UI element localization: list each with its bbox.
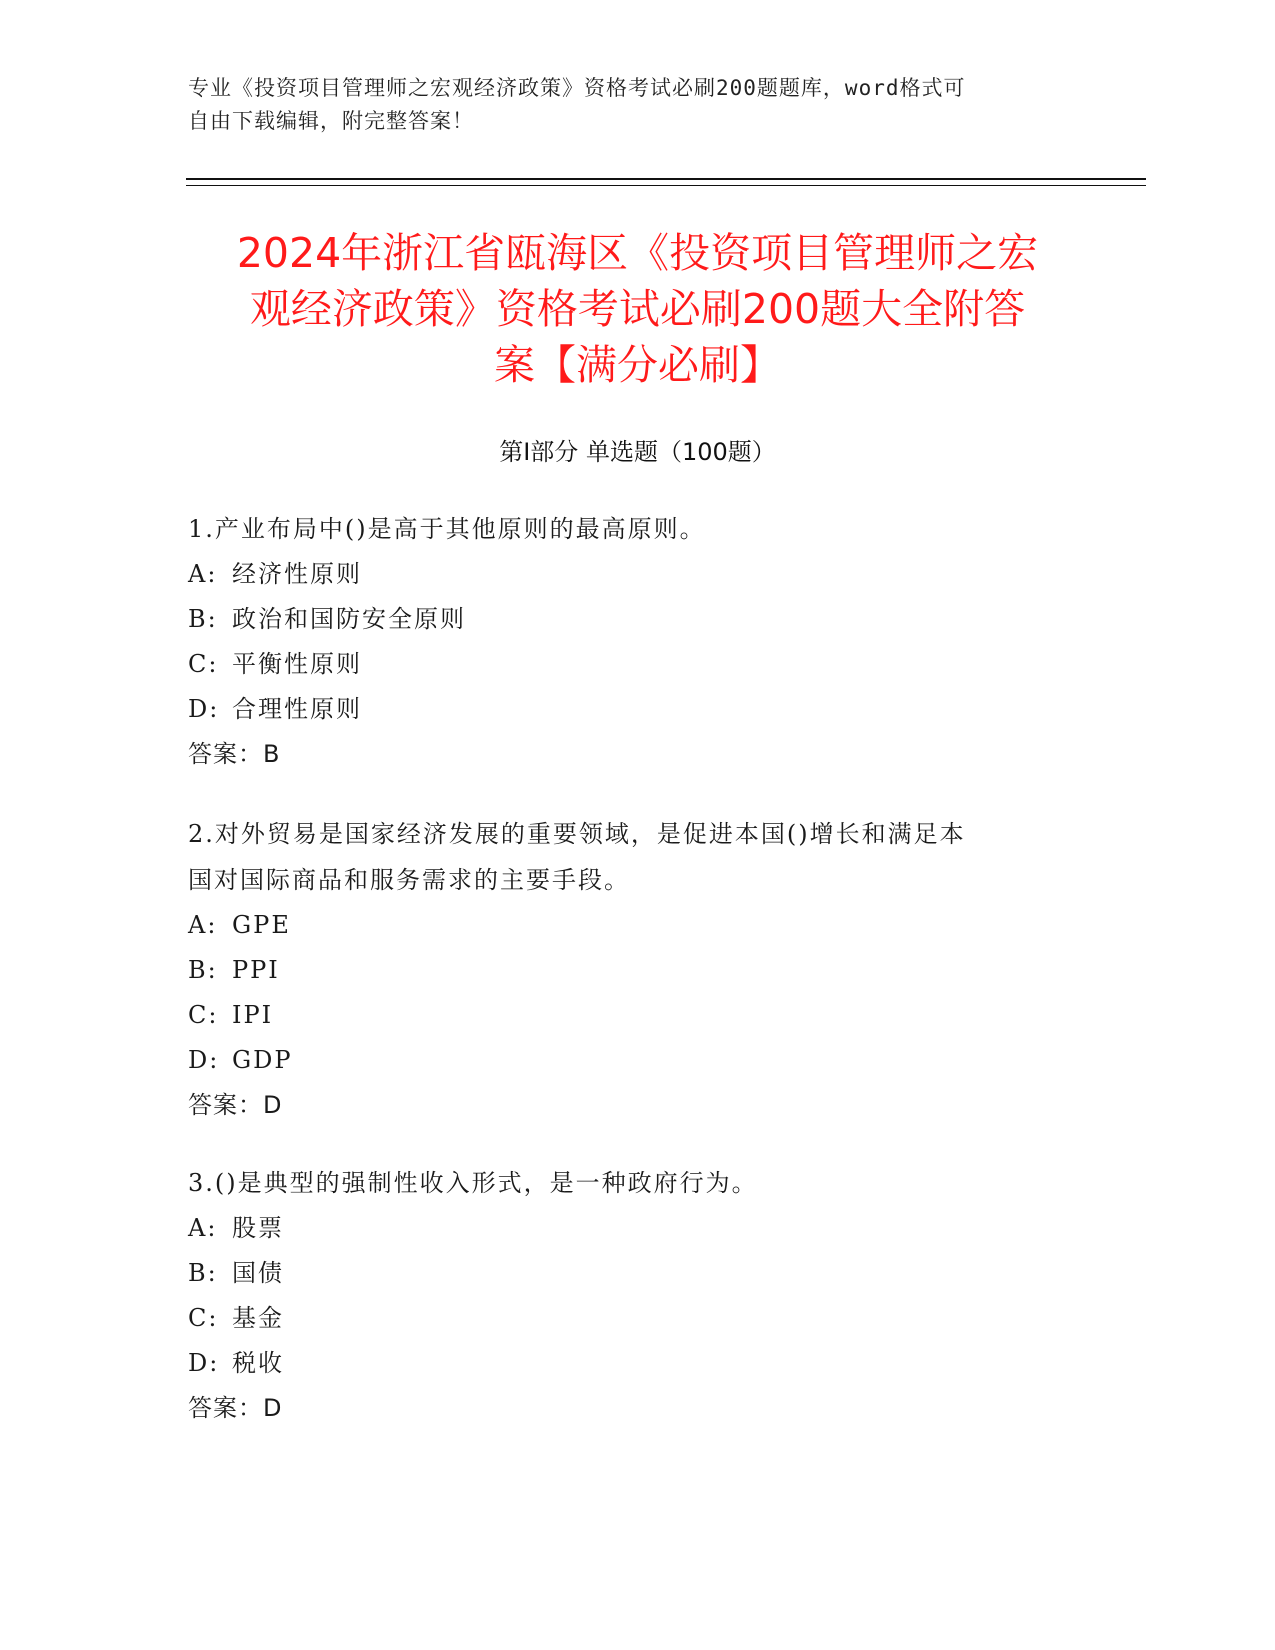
- question-1: [188, 506, 1068, 777]
- question-stem-line-1: 2.对外贸易是国家经济发展的重要领域，是促进本国()增长和满足本: [188, 820, 966, 848]
- option-letter: D:: [188, 1046, 220, 1074]
- document-title-line-3: 案【满分必刷】: [494, 341, 781, 389]
- document-title-line-2: 观经济政策》资格考试必刷200题大全附答: [249, 285, 1026, 333]
- option-text: 合理性原则: [232, 695, 362, 723]
- option-text: PPI: [232, 956, 280, 984]
- option-text: 经济性原则: [232, 560, 362, 588]
- option-b: [188, 597, 1068, 642]
- option-letter: D:: [188, 1349, 220, 1377]
- option-letter: C:: [188, 650, 219, 678]
- option-letter: D:: [188, 695, 220, 723]
- option-text: 平衡性原则: [232, 650, 362, 678]
- option-text: 基金: [232, 1304, 284, 1332]
- option-a: [188, 903, 1068, 948]
- header-rule-thick: [186, 178, 1146, 180]
- header-rule-thin: [186, 185, 1146, 186]
- option-b: [188, 948, 1068, 993]
- answer: 答案：D: [188, 1091, 283, 1119]
- option-letter: B:: [188, 605, 218, 633]
- question-3: [188, 1160, 1068, 1431]
- option-text: GPE: [232, 911, 291, 939]
- option-d: [188, 1341, 1068, 1386]
- option-letter: C:: [188, 1001, 219, 1029]
- question-stem: 3.()是典型的强制性收入形式，是一种政府行为。: [188, 1169, 758, 1197]
- option-letter: B:: [188, 1259, 218, 1287]
- option-d: [188, 687, 1068, 732]
- option-text: GDP: [232, 1046, 293, 1074]
- question-2: [188, 811, 1068, 1128]
- option-letter: A:: [188, 1214, 218, 1242]
- option-letter: C:: [188, 1304, 219, 1332]
- option-c: [188, 993, 1068, 1038]
- option-letter: A:: [188, 560, 218, 588]
- option-text: 政治和国防安全原则: [232, 605, 466, 633]
- answer: 答案：B: [188, 740, 281, 768]
- option-b: [188, 1251, 1068, 1296]
- option-letter: B:: [188, 956, 218, 984]
- option-c: [188, 642, 1068, 687]
- question-stem: 1.产业布局中()是高于其他原则的最高原则。: [188, 515, 706, 543]
- option-text: 国债: [232, 1259, 284, 1287]
- option-a: [188, 1206, 1068, 1251]
- option-text: IPI: [232, 1001, 274, 1029]
- header-note-line-1: 专业《投资项目管理师之宏观经济政策》资格考试必刷200题题库，word格式可: [188, 76, 966, 100]
- section-title: 第Ⅰ部分 单选题（100题）: [499, 438, 776, 466]
- option-text: 股票: [232, 1214, 284, 1242]
- header-note: [188, 72, 1088, 138]
- question-stem-line-2: 国对国际商品和服务需求的主要手段。: [188, 866, 630, 894]
- document-title-line-1: 2024年浙江省瓯海区《投资项目管理师之宏: [236, 229, 1039, 277]
- header-note-line-2: 自由下载编辑，附完整答案！: [188, 109, 474, 133]
- document-title: [150, 225, 1125, 393]
- option-text: 税收: [232, 1349, 284, 1377]
- option-letter: A:: [188, 911, 218, 939]
- answer: 答案：D: [188, 1394, 283, 1422]
- option-c: [188, 1296, 1068, 1341]
- option-d: [188, 1038, 1068, 1083]
- option-a: [188, 552, 1068, 597]
